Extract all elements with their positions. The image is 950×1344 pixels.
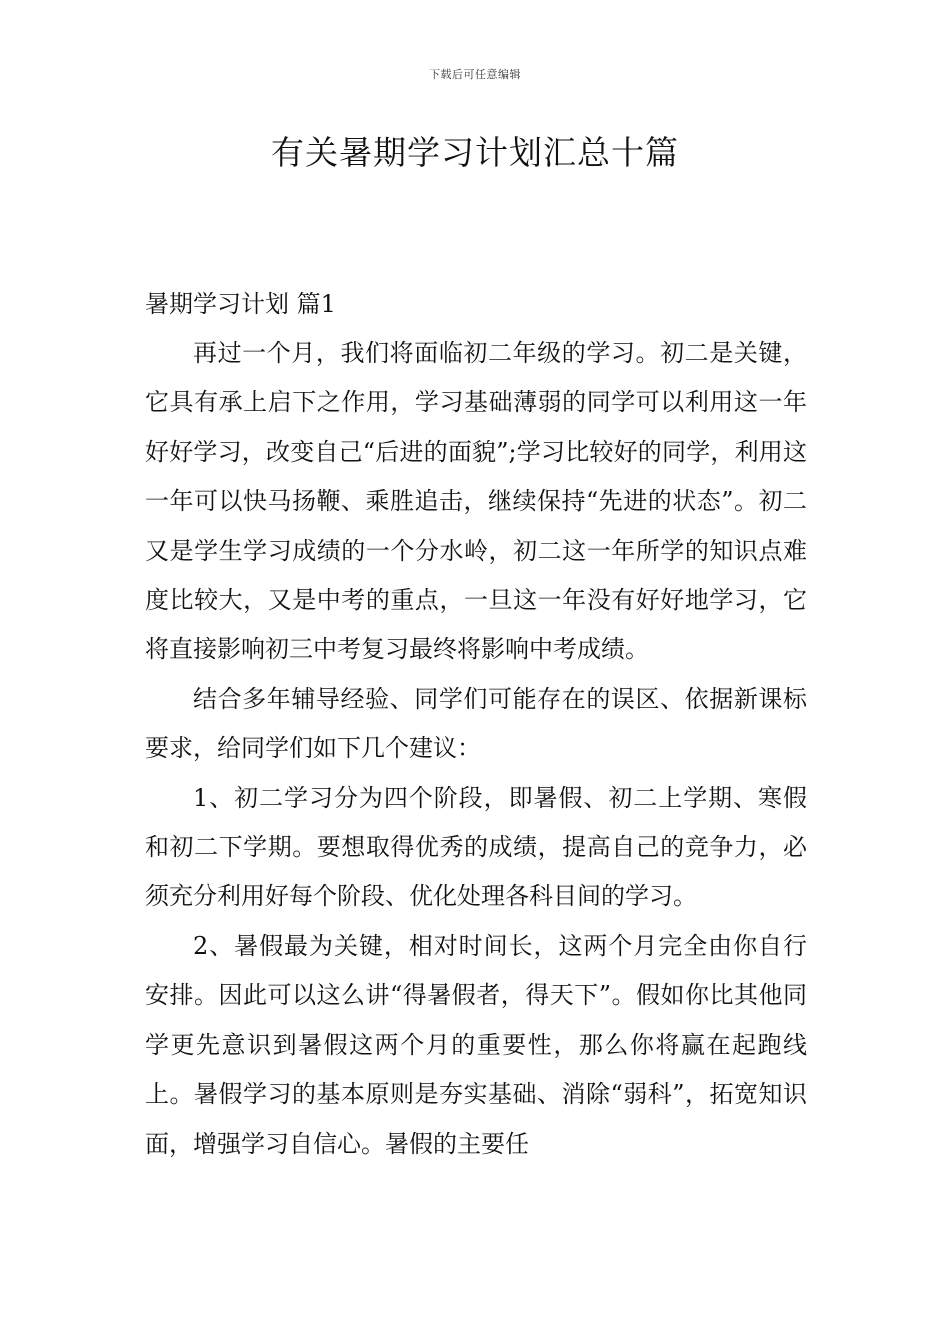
paragraph-3: 1、初二学习分为四个阶段，即暑假、初二上学期、寒假和初二下学期。要想取得优秀的成绩，提高自己的竞争力，必须充分利用好每个阶段、优化处理各科目间的学习。 [145,783,807,911]
section-heading: 暑期学习计划 篇1 [145,290,336,318]
paragraph-2: 结合多年辅导经验、同学们可能存在的误区、依据新课标要求，给同学们如下几个建议： [145,684,807,763]
paragraph-4: 2、暑假最为关键，相对时间长，这两个月完全由你自行安排。因此可以这么讲“得暑假者，得天下”。假如你比其他同学更先意识到暑假这两个月的重要性，那么你将赢在起跑线上。暑假学习的基本原则是夯实基础、消除“弱科”，拓宽知识面，增强学习自信心。暑假的主要任 [145,931,807,1158]
document-body [145,280,807,1169]
header-note: 下载后可任意编辑 [429,68,521,81]
paragraph-1: 再过一个月，我们将面临初二年级的学习。初二是关键，它具有承上启下之作用，学习基础薄弱的同学可以利用这一年好好学习，改变自己“后进的面貌”;学习比较好的同学，利用这一年可以快马扬鞭、乘胜追击，继续保持“先进的状态”。初二又是学生学习成绩的一个分水岭，初二这一年所学的知识点难度比较大，又是中考的重点，一旦这一年没有好好地学习，它将直接影响初三中考复习最终将影响中考成绩。 [145,339,807,664]
document-title: 有关暑期学习计划汇总十篇 [271,133,679,172]
